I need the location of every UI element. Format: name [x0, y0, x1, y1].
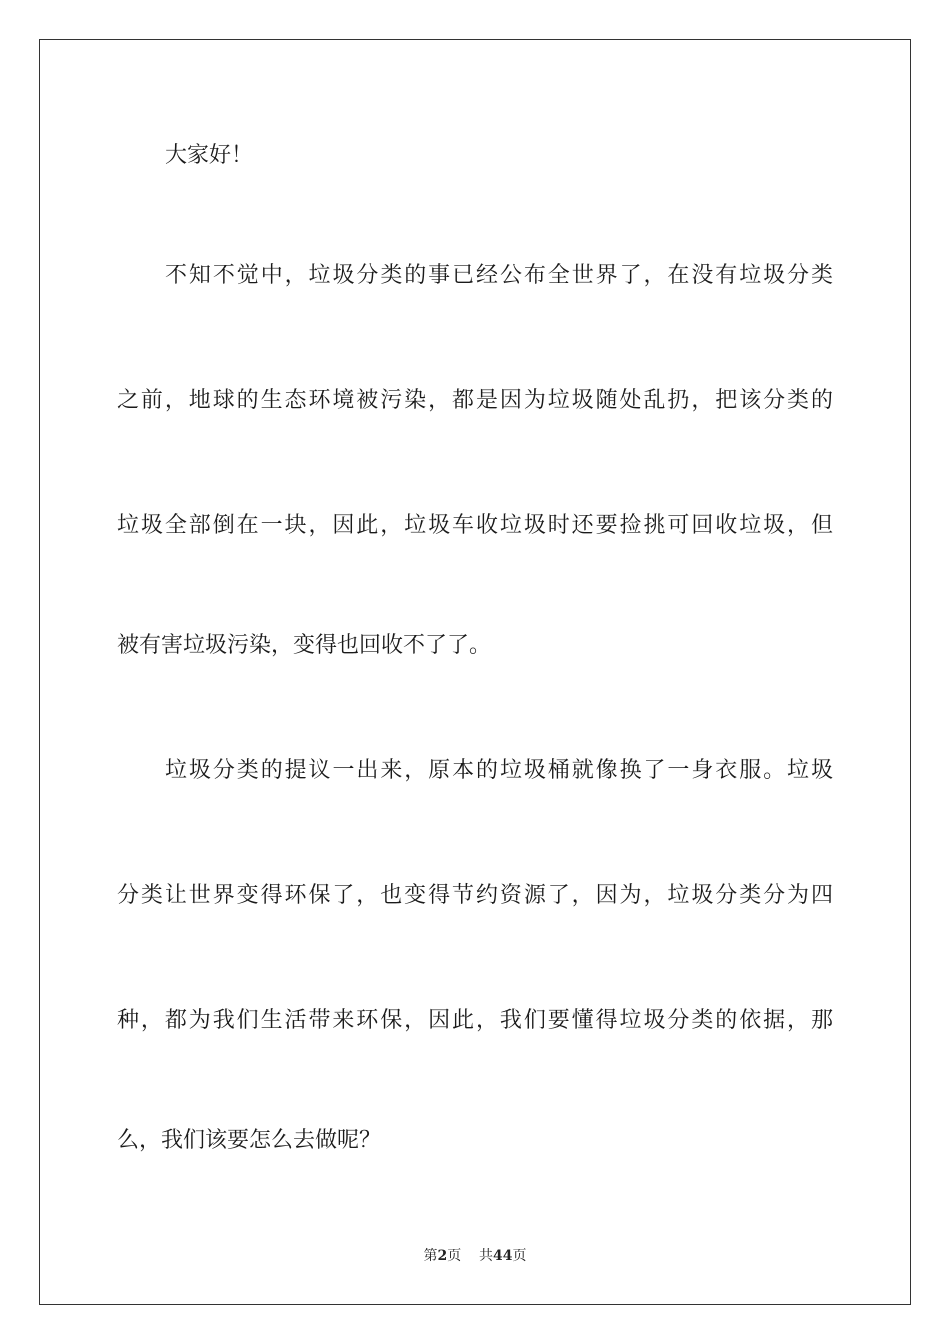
- page-prefix: 第: [423, 1248, 438, 1264]
- text-line: 分类让世界变得环保了，也变得节约资源了，因为，垃圾分类分为四: [117, 883, 833, 908]
- page-footer: [0, 1246, 950, 1266]
- total-suffix: 页: [512, 1248, 527, 1264]
- page-suffix: 页: [447, 1248, 462, 1264]
- total-prefix: 共: [479, 1248, 494, 1264]
- text-line: 垃圾全部倒在一块，因此，垃圾车收垃圾时还要捡挑可回收垃圾，但: [117, 513, 833, 538]
- text-line: 被有害垃圾污染，变得也回收不了了。: [117, 633, 492, 658]
- text-line: 之前，地球的生态环境被污染，都是因为垃圾随处乱扔，把该分类的: [117, 388, 833, 413]
- text-line: 么，我们该要怎么去做呢？: [117, 1128, 382, 1153]
- page-number: 2: [437, 1248, 448, 1264]
- text-line: 垃圾分类的提议一出来，原本的垃圾桶就像换了一身衣服。垃圾: [165, 758, 833, 783]
- text-line: 不知不觉中，垃圾分类的事已经公布全世界了，在没有垃圾分类: [165, 263, 833, 288]
- total-pages: 44: [493, 1248, 513, 1264]
- page-frame: [39, 39, 911, 1305]
- text-line: 大家好！: [165, 143, 254, 168]
- text-line: 种，都为我们生活带来环保，因此，我们要懂得垃圾分类的依据，那: [117, 1008, 833, 1033]
